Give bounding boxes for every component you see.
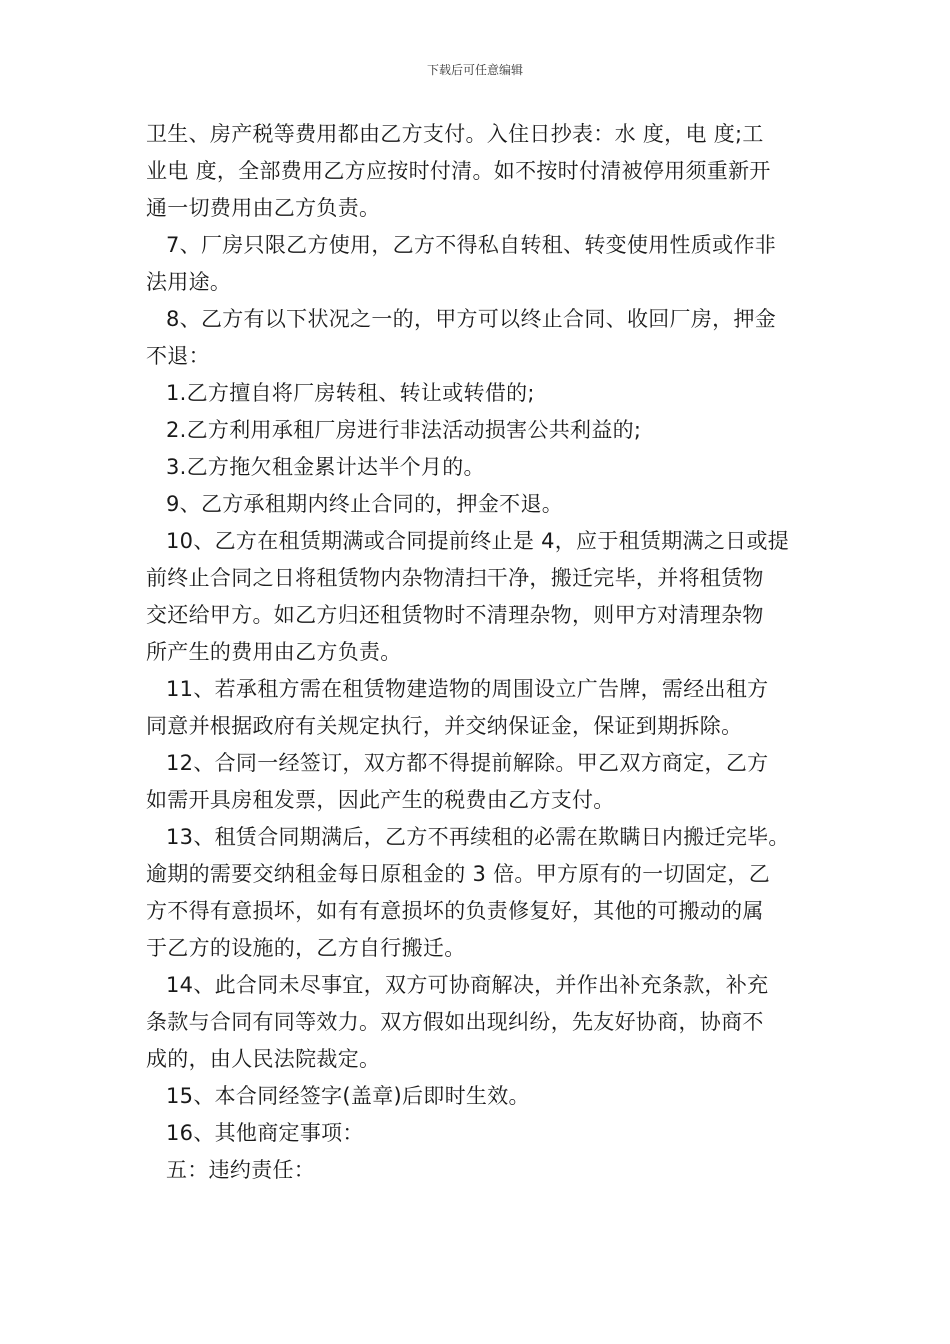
text-line: 法用途。: [146, 270, 232, 294]
text-line: 15、本合同经签字(盖章)后即时生效。: [166, 1084, 530, 1108]
text-line: 14、此合同未尽事宜，双方可协商解决，并作出补充条款，补充: [166, 973, 769, 997]
clause-8-item-2: [146, 412, 816, 449]
text-line: 方不得有意损坏，如有有意损坏的负责修复好，其他的可搬动的属: [146, 899, 764, 923]
text-line: 不退：: [146, 344, 210, 368]
clause-10: [146, 523, 816, 671]
text-line: 11、若承租方需在租赁物建造物的周围设立广告牌，需经出租方: [166, 677, 769, 701]
clause-13: [146, 819, 816, 967]
clause-16: [146, 1115, 816, 1152]
text-line: 于乙方的设施的，乙方自行搬迁。: [146, 936, 466, 960]
text-line: 2.乙方利用承租厂房进行非法活动损害公共利益的;: [166, 418, 642, 442]
text-line: 7、厂房只限乙方使用，乙方不得私自转租、转变使用性质或作非: [166, 233, 777, 257]
text-line: 五：违约责任：: [166, 1158, 316, 1182]
clause-11: [146, 671, 816, 745]
text-line: 卫生、房产税等费用都由乙方支付。入住日抄表：水 度，电 度;工: [146, 122, 764, 146]
text-line: 逾期的需要交纳租金每日原租金的 3 倍。甲方原有的一切固定，乙: [146, 862, 771, 886]
text-line: 前终止合同之日将租赁物内杂物清扫干净，搬迁完毕，并将租赁物: [146, 566, 764, 590]
text-line: 如需开具房租发票，因此产生的税费由乙方支付。: [146, 788, 615, 812]
clause-14: [146, 967, 816, 1078]
text-line: 所产生的费用由乙方负责。: [146, 640, 402, 664]
text-line: 9、乙方承租期内终止合同的，押金不退。: [166, 492, 564, 516]
clause-8: [146, 301, 816, 375]
text-line: 成的，由人民法院裁定。: [146, 1047, 381, 1071]
clause-8-item-1: [146, 375, 816, 412]
clause-7: [146, 227, 816, 301]
page-header: 下载后可任意编辑: [426, 63, 523, 77]
text-line: 交还给甲方。如乙方归还租赁物时不清理杂物，则甲方对清理杂物: [146, 603, 764, 627]
paragraph-utilities: [146, 116, 816, 227]
clause-15: [146, 1078, 816, 1115]
document-body: [146, 116, 816, 1189]
text-line: 8、乙方有以下状况之一的，甲方可以终止合同、收回厂房，押金: [166, 307, 777, 331]
section-heading-breach: [146, 1152, 816, 1189]
clause-8-item-3: [146, 449, 816, 486]
text-line: 16、其他商定事项：: [166, 1121, 364, 1145]
text-line: 同意并根据政府有关规定执行，并交纳保证金，保证到期拆除。: [146, 714, 743, 738]
text-line: 业电 度，全部费用乙方应按时付清。如不按时付清被停用须重新开: [146, 159, 771, 183]
text-line: 3.乙方拖欠租金累计达半个月的。: [166, 455, 485, 479]
text-line: 通一切费用由乙方负责。: [146, 196, 381, 220]
clause-9: [146, 486, 816, 523]
text-line: 10、乙方在租赁期满或合同提前终止是 4，应于租赁期满之日或提: [166, 529, 790, 553]
text-line: 条款与合同有同等效力。双方假如出现纠纷，先友好协商，协商不: [146, 1010, 764, 1034]
clause-12: [146, 745, 816, 819]
text-line: 12、合同一经签订，双方都不得提前解除。甲乙双方商定，乙方: [166, 751, 769, 775]
text-line: 1.乙方擅自将厂房转租、转让或转借的;: [166, 381, 535, 405]
text-line: 13、租赁合同期满后，乙方不再续租的必需在欺瞒日内搬迁完毕。: [166, 825, 790, 849]
